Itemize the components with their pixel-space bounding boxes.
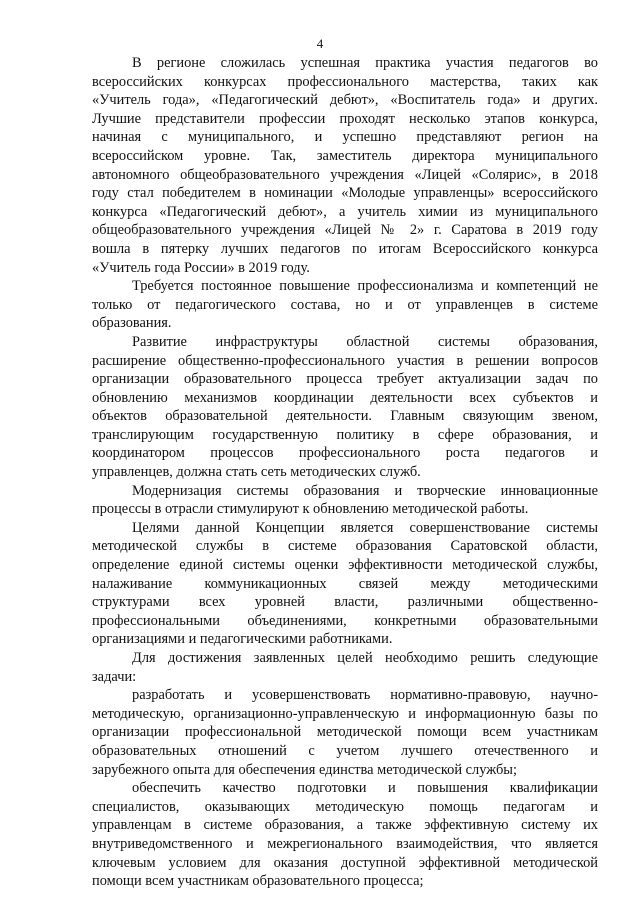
paragraph-line: задачи: [92,668,137,685]
paragraph-line: процессы в отрасли стимулируют к обновлению методической работы. [92,501,529,518]
paragraph-line: организации профессиональной методической помощи всем участникам [92,724,598,741]
paragraph-line: Целями данной Концепции является совершенствование системы [132,519,598,536]
paragraph-line: образования. [92,315,172,332]
page-number: 4 [316,36,324,51]
paragraph-line: транслирующим государственную политику в сфере образования, и [92,426,598,443]
paragraph-line: общеобразовательного учреждения «Лицей № 2» г. Саратова в 2019 году [92,222,598,239]
paragraph-line: обеспечить качество подготовки и повышения квалификации [132,780,598,797]
paragraph-line: профессиональными объединениями, конкретными образовательными [92,612,598,629]
paragraph-line: координатором процессов профессионального роста педагогов и [92,445,598,462]
paragraph-line: определение единой системы оценки эффективности методической службы, [92,557,598,574]
paragraph-line: методической службы в системе образования Саратовской области, [92,538,598,555]
paragraph-line: расширение общественно-профессионального участия в решении вопросов [92,352,598,369]
paragraph-line: Требуется постоянное повышение профессионализма и компетенций не [132,278,598,295]
paragraph-line: ключевым условием для оказания доступной эффективной методической [92,854,598,871]
paragraph-line: начиная с муниципального, и успешно представляют регион на [92,129,598,146]
paragraph [92,54,598,277]
paragraph [92,277,598,333]
paragraph-line: специалистов, оказывающих методическую помощь педагогам и [92,798,598,815]
paragraph [92,649,598,686]
paragraph-line: вошла в пятерку лучших педагогов по итогам Всероссийского конкурса [92,240,598,257]
paragraph-line: «Учитель года», «Педагогический дебют», «Воспитатель года» и других. [92,92,598,109]
paragraph [92,779,598,891]
paragraph-line: конкурса «Педагогический дебют», а учитель химии из муниципального [92,203,598,220]
paragraph-line: году стал победителем в номинации «Молодые управленцы» всероссийского [92,185,598,202]
paragraph-line: Модернизация системы образования и творческие инновационные [132,482,598,499]
paragraph-line: организациями и педагогическими работниками. [92,631,393,648]
paragraph-line: всероссийских конкурсах профессионального мастерства, таких как [92,73,598,90]
paragraph-line: внутриведомственного и межрегионального взаимодействия, что является [92,835,598,852]
paragraph-line: помощи всем участникам образовательного процесса; [92,873,424,890]
paragraph-line: только от педагогического состава, но и от управленцев в системе [92,296,598,313]
paragraph-line: В регионе сложилась успешная практика участия педагогов во [132,55,598,71]
paragraph-line: разработать и усовершенствовать нормативно-правовую, научно- [132,687,598,704]
paragraph [92,482,598,519]
paragraph-line: автономного общеобразовательного учреждения «Лицей «Солярис», в 2018 [92,166,598,183]
paragraph-line: всероссийском уровне. Так, заместитель директора муниципального [92,147,598,164]
paragraph-line: образовательных отношений с учетом лучшего отечественного и [92,742,598,759]
paragraph-line: организации образовательного процесса требует актуализации задач по [92,371,598,388]
paragraph-line: налаживание коммуникационных связей между методическими [92,575,598,592]
document-body [92,54,598,891]
paragraph-line: обновлению механизмов координации деятельности всех субъектов и [92,389,598,406]
paragraph-line: зарубежного опыта для обеспечения единства методической службы; [92,761,517,778]
paragraph [92,686,598,779]
paragraph-line: методическую, организационно-управленческую и информационную базы по [92,705,598,722]
paragraph-line: управленцев, должна стать сеть методических служб. [92,464,421,481]
paragraph-line: управленцам в системе образования, а также эффективную систему их [92,817,598,834]
paragraph-line: Развитие инфраструктуры областной системы образования, [132,333,598,350]
paragraph-line: Лучшие представители профессии проходят несколько этапов конкурса, [92,110,598,127]
paragraph [92,333,598,482]
paragraph-line: Для достижения заявленных целей необходимо решить следующие [132,650,598,666]
paragraph-line: «Учитель года России» в 2019 году. [92,259,310,276]
paragraph-line: структурами всех уровней власти, различными общественно- [92,594,598,611]
paragraph-line: объектов образовательной деятельности. Главным связующим звеном, [92,408,598,425]
paragraph [92,519,598,649]
